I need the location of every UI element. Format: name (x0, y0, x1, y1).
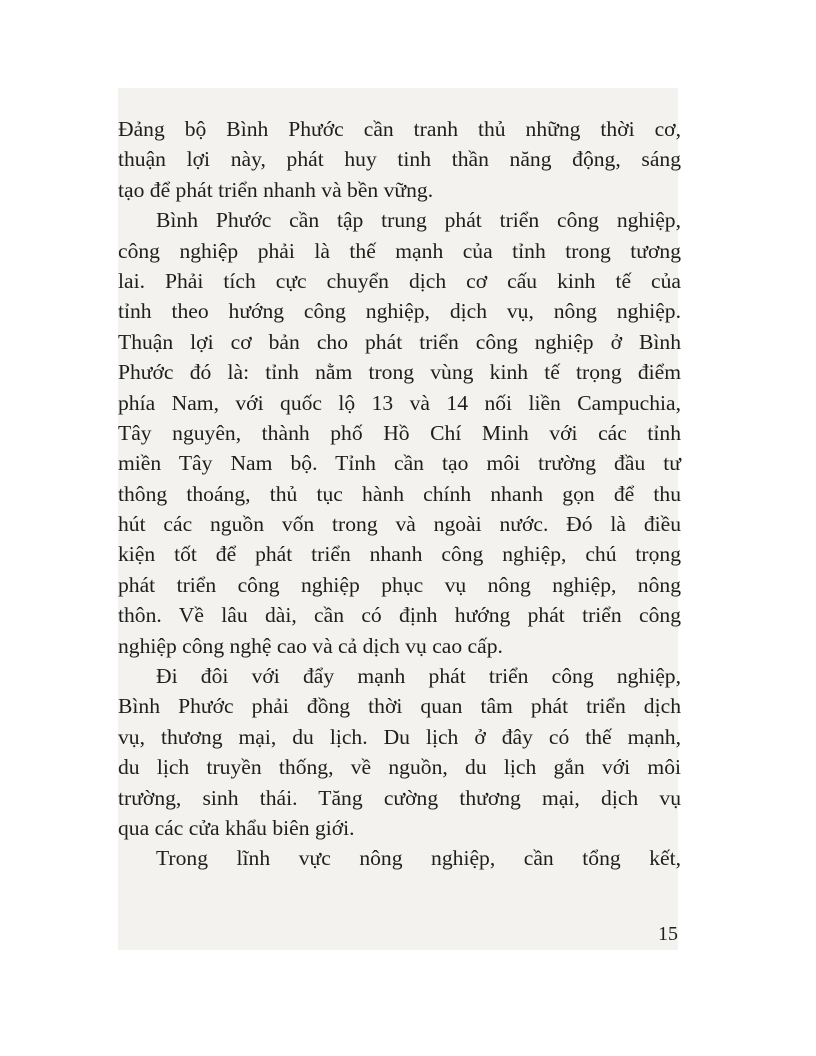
text-line: hút các nguồn vốn trong và ngoài nước. Đó là điều (118, 512, 681, 537)
text-line: phía Nam, với quốc lộ 13 và 14 nối liền Campuchia, (118, 390, 681, 415)
text-line: Bình Phước phải đồng thời quan tâm phát triển dịch (118, 694, 681, 719)
paragraph (118, 843, 681, 873)
text-line: thông thoáng, thủ tục hành chính nhanh gọn để thu (118, 481, 681, 506)
text-line: thuận lợi này, phát huy tinh thần năng động, sáng (118, 147, 681, 172)
text-line: Đảng bộ Bình Phước cần tranh thủ những thời cơ, (118, 117, 681, 141)
text-line: tỉnh theo hướng công nghiệp, dịch vụ, nông nghiệp. (118, 299, 681, 324)
text-line: Thuận lợi cơ bản cho phát triển công nghiệp ở Bình (118, 329, 681, 354)
book-page (118, 88, 681, 950)
paragraph (118, 205, 681, 661)
body-text (118, 114, 681, 874)
text-line: trường, sinh thái. Tăng cường thương mại, dịch vụ (118, 785, 681, 810)
text-line: kiện tốt để phát triển nhanh công nghiệp, chú trọng (118, 542, 681, 567)
page-number: 15 (658, 923, 678, 945)
text-line: công nghiệp phải là thế mạnh của tỉnh trong tương (118, 238, 681, 263)
text-line: Phước đó là: tỉnh nằm trong vùng kinh tế trọng điểm (118, 360, 681, 385)
paragraph (118, 114, 681, 205)
text-line: thôn. Về lâu dài, cần có định hướng phát triển công (118, 603, 681, 628)
text-line: qua các cửa khẩu biên giới. (118, 815, 355, 840)
text-line: Trong lĩnh vực nông nghiệp, cần tổng kết, (156, 846, 681, 871)
paragraph (118, 661, 681, 843)
text-line: Đi đôi với đẩy mạnh phát triển công nghiệp, (156, 664, 681, 689)
text-line: miền Tây Nam bộ. Tỉnh cần tạo môi trường đầu tư (118, 451, 681, 476)
text-line: tạo để phát triển nhanh và bền vững. (118, 177, 434, 202)
text-line: Bình Phước cần tập trung phát triển công nghiệp, (156, 208, 681, 233)
text-line: phát triển công nghiệp phục vụ nông nghiệp, nông (118, 572, 681, 597)
text-line: nghiệp công nghệ cao và cả dịch vụ cao cấp. (118, 633, 503, 658)
text-line: Tây nguyên, thành phố Hồ Chí Minh với các tỉnh (118, 420, 681, 445)
text-line: du lịch truyền thống, về nguồn, du lịch gắn với môi (118, 755, 681, 780)
text-line: vụ, thương mại, du lịch. Du lịch ở đây có thế mạnh, (118, 724, 681, 749)
text-line: lai. Phải tích cực chuyển dịch cơ cấu kinh tế của (118, 268, 681, 293)
